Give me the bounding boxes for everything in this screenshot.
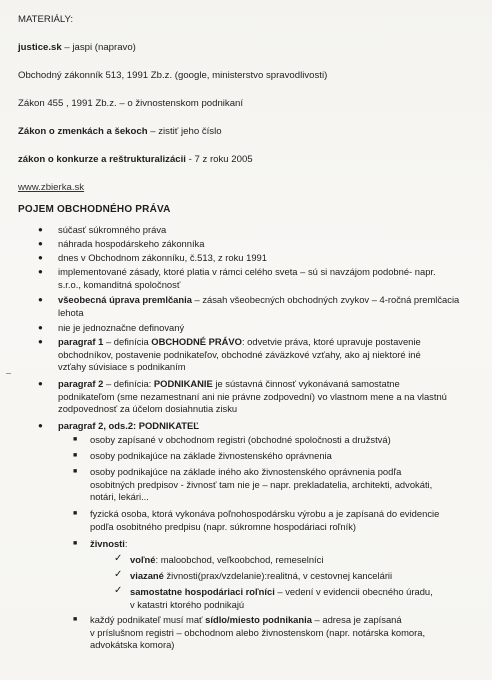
sub-bullet-item: ■ osoby podnikajúce na základe iného ako živnostenského oprávnenia podľa osobitných predpisov - živnosť tam nie je – napr. prekladatelia, architekti, advokáti, notári, lekári... <box>73 466 433 502</box>
bullet-item: ● dnes v Obchodnom zákonníku, č.513, z roku 1991 <box>38 252 267 263</box>
square-bullet-icon: ■ <box>73 452 78 459</box>
check-item: ✓ voľné: maloobchod, veľkoobchod, remeselníci <box>114 553 324 565</box>
square-bullet-icon: ■ <box>73 510 78 517</box>
checkmark-icon: ✓ <box>114 569 123 580</box>
square-bullet-icon: ■ <box>73 468 78 475</box>
bullet-dot-icon: ● <box>38 323 43 332</box>
bullet-item: ● paragraf 2 – definícia: PODNIKANIE je sústavná činnosť vykonávaná samostatne podnikateľom (sme nezamestnaní ani nie právne zodpovední) vo vlastnom mene a na vlastnú zodpovednosť za účelom dosiahnutia zisku <box>38 378 447 414</box>
square-bullet-icon: ■ <box>73 616 78 623</box>
bullet-dot-icon: ● <box>38 225 43 234</box>
bullet-dot-icon: ● <box>38 421 43 430</box>
bullet-dot-icon: ● <box>38 379 43 388</box>
square-bullet-icon: ■ <box>73 540 78 547</box>
bullet-item: ● nie je jednoznačne definovaný <box>38 322 185 333</box>
source-konkurz: zákon o konkurze a reštrukturalizácii - 7 z roku 2005 <box>18 154 253 165</box>
section-title: POJEM OBCHODNÉHO PRÁVA <box>18 204 171 215</box>
source-obchodny-zakonnik: Obchodný zákonník 513, 1991 Zb.z. (google, ministerstvo spravodlivosti) <box>18 70 328 81</box>
zbierka-link[interactable]: www.zbierka.sk <box>18 182 85 193</box>
bullet-dot-icon: ● <box>38 267 43 276</box>
source-zakon-455: Zákon 455 , 1991 Zb.z. – o živnostenskom podnikaní <box>18 98 244 109</box>
square-bullet-icon: ■ <box>73 436 78 443</box>
bullet-dot-icon: ● <box>38 239 43 248</box>
bullet-dot-icon: ● <box>38 295 43 304</box>
check-item: ✓ viazané živnosti(prax/vzdelanie):realitná, v cestovnej kancelárii <box>114 569 393 581</box>
checkmark-icon: ✓ <box>114 553 123 564</box>
materials-heading: MATERIÁLY: <box>18 14 74 25</box>
sub-bullet-item: ■ osoby zapísané v obchodnom registri (obchodné spoločnosti a družstvá) <box>73 434 391 445</box>
bullet-dot-icon: ● <box>38 337 43 346</box>
margin-mark <box>6 373 11 374</box>
checkmark-icon: ✓ <box>114 585 123 596</box>
bullet-item: ● všeobecná úprava premlčania – zásah všeobecných obchodných zvykov – 4-ročná premlčacia lehota <box>38 294 460 318</box>
bullet-item: ● paragraf 2, ods.2: PODNIKATEĽ <box>38 420 199 431</box>
bullet-item: ● súčasť súkromného práva <box>38 224 167 235</box>
bullet-item: ● implementované zásady, ktoré platia v rámci celého sveta – sú si navzájom podobné- napr. s.r.o., komanditná spoločnosť <box>38 266 436 290</box>
bullet-item: ● náhrada hospodárskeho zákonníka <box>38 238 205 249</box>
sub-bullet-item: ■ každý podnikateľ musí mať sídlo/miesto podnikania – adresa je zapísaná v príslušnom registri – obchodnom alebo živnostenskom (napr. notárska komora, advokátska komora) <box>73 614 426 650</box>
sub-bullet-item: ■ osoby podnikajúce na základe živnostenského oprávnenia <box>73 450 332 461</box>
sub-bullet-item: ■ živnosti: <box>73 538 128 549</box>
source-justice: justice.sk – jaspi (napravo) <box>18 42 136 53</box>
sub-bullet-item: ■ fyzická osoba, ktorá vykonáva poľnohospodársku výrobu a je zapísaná do evidencie podľa osobitného predpisu (napr. súkromne hospodáriaci roľník) <box>73 508 440 532</box>
bullet-item: ● paragraf 1 – definícia OBCHODNÉ PRÁVO: odvetvie práva, ktoré upravuje postavenie obchodníkov, postavenie podnikateľov, obchodné záväzkové vzťahy, ako aj niektoré iné vzťahy súvisiace s podnikaním <box>38 336 421 372</box>
source-zmenky: Zákon o zmenkách a šekoch – zistiť jeho číslo <box>18 126 222 137</box>
bullet-dot-icon: ● <box>38 253 43 262</box>
check-item: ✓ samostatne hospodáriaci roľníci – vedení v evidencii obecného úradu, v katastri ktorého podnikajú <box>114 585 433 610</box>
